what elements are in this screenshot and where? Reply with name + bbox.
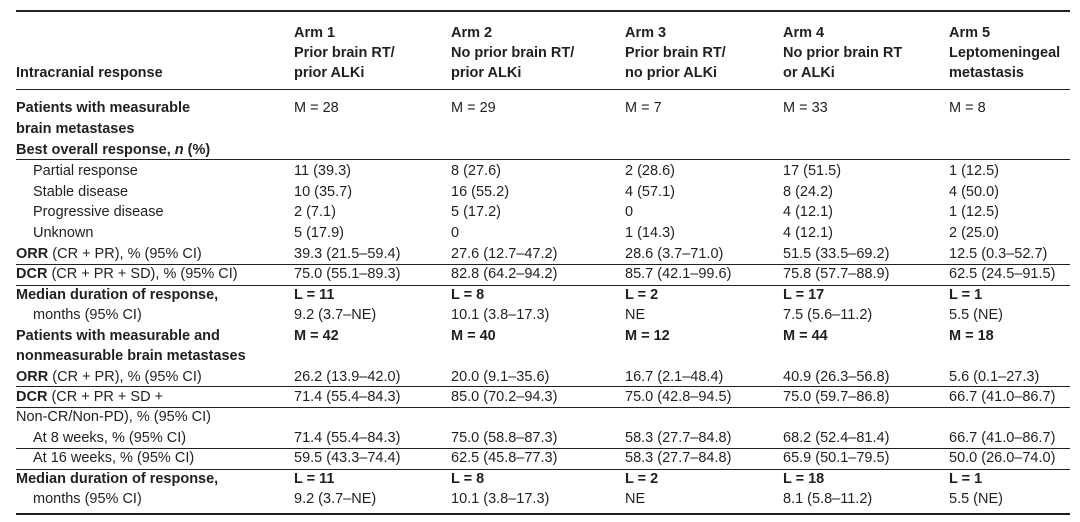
row-label	[16, 140, 210, 160]
table-cell: M = 44	[783, 328, 828, 344]
table-cell: L = 2	[625, 287, 659, 303]
row-label: Progressive disease	[33, 204, 164, 220]
row-label-abbrev: ORR	[16, 246, 49, 262]
table-cell: 5.5 (NE)	[949, 307, 1003, 323]
table-cell: 10.1 (3.8–17.3)	[451, 307, 550, 323]
table-cell: M = 28	[294, 100, 339, 116]
header-arm-line: No prior brain RT	[783, 45, 903, 61]
row-label: At 16 weeks, % (95% CI)	[33, 450, 195, 466]
table-cell: 66.7 (41.0–86.7)	[949, 430, 1056, 446]
row-label: months (95% CI)	[33, 491, 142, 507]
row-label	[16, 244, 202, 264]
header-arm-line: or ALKi	[783, 65, 835, 81]
table-cell: L = 8	[451, 287, 485, 303]
table-cell: 28.6 (3.7–71.0)	[625, 246, 724, 262]
header-arm-line: Leptomeningeal	[949, 45, 1061, 61]
row-label: Partial response	[33, 163, 138, 179]
row-label-n: n	[174, 142, 184, 158]
table-cell: 75.0 (42.8–94.5)	[625, 389, 732, 405]
row-label-text: (CR + PR + SD), % (95% CI)	[47, 266, 238, 282]
table-cell: 0	[625, 204, 634, 220]
table-cell: L = 11	[294, 287, 335, 303]
row-label: months (95% CI)	[33, 307, 142, 323]
header-arm-3	[625, 23, 726, 83]
table-cell: 58.3 (27.7–84.8)	[625, 450, 732, 466]
row-label: At 8 weeks, % (95% CI)	[33, 430, 187, 446]
row-label-abbrev: DCR	[16, 389, 48, 405]
header-arm-line: no prior ALKi	[625, 65, 718, 81]
table-cell: L = 1	[949, 471, 983, 487]
table-cell: 2 (28.6)	[625, 163, 675, 179]
table-cell: 27.6 (12.7–47.2)	[451, 246, 558, 262]
table-cell: 16 (55.2)	[451, 184, 510, 200]
table-cell: 68.2 (52.4–81.4)	[783, 430, 890, 446]
header-arm-line: prior ALKi	[294, 65, 365, 81]
table-cell: NE	[625, 491, 646, 507]
table-cell: M = 29	[451, 100, 496, 116]
row-label	[16, 264, 238, 284]
table-cell: M = 12	[625, 328, 670, 344]
header-arm-line: Prior brain RT/	[294, 45, 395, 61]
header-arm-line: metastasis	[949, 65, 1024, 81]
row-label: Patients with measurable	[16, 100, 191, 116]
row-label: Median duration of response,	[16, 287, 219, 303]
table-cell: M = 33	[783, 100, 828, 116]
header-arm-line: Arm 2	[451, 25, 493, 41]
table-cell: NE	[625, 307, 646, 323]
table-cell: 8 (27.6)	[451, 163, 501, 179]
table-cell: 16.7 (2.1–48.4)	[625, 369, 724, 385]
table-cell: 2 (7.1)	[294, 204, 336, 220]
table-cell: L = 18	[783, 471, 825, 487]
table-cell: 85.0 (70.2–94.3)	[451, 389, 558, 405]
table-cell: 5 (17.9)	[294, 225, 344, 241]
table-cell: L = 11	[294, 471, 335, 487]
table-cell: 4 (12.1)	[783, 225, 833, 241]
row-label: Non-CR/Non-PD), % (95% CI)	[16, 409, 211, 425]
table-cell: 40.9 (26.3–56.8)	[783, 369, 890, 385]
table-cell: 7.5 (5.6–11.2)	[783, 307, 873, 323]
response-table	[16, 10, 1070, 515]
row-label-text: (CR + PR), % (95% CI)	[48, 246, 202, 262]
table-cell: 51.5 (33.5–69.2)	[783, 246, 890, 262]
row-label: Stable disease	[33, 184, 129, 200]
row-label: brain metastases	[16, 121, 135, 137]
table-cell: 4 (12.1)	[783, 204, 833, 220]
row-label: Unknown	[33, 225, 94, 241]
table-cell: M = 42	[294, 328, 339, 344]
row-label	[16, 387, 163, 407]
bottom-rule	[16, 513, 1070, 515]
row-label-abbrev: ORR	[16, 369, 49, 385]
table-cell: 8.1 (5.8–11.2)	[783, 491, 873, 507]
table-cell: 75.0 (58.8–87.3)	[451, 430, 558, 446]
table-cell: 75.0 (55.1–89.3)	[294, 266, 401, 282]
table-cell: L = 2	[625, 471, 659, 487]
table-cell: 50.0 (26.0–74.0)	[949, 450, 1056, 466]
table-cell: 75.0 (59.7–86.8)	[783, 389, 890, 405]
row-label-text: (CR + PR + SD +	[47, 389, 164, 405]
table-cell: 8 (24.2)	[783, 184, 833, 200]
header-arm-1	[294, 23, 395, 83]
header-arm-line: No prior brain RT/	[451, 45, 575, 61]
table-cell: 1 (12.5)	[949, 204, 999, 220]
table-cell: 5 (17.2)	[451, 204, 501, 220]
table-cell: 9.2 (3.7–NE)	[294, 307, 377, 323]
row-label: Median duration of response,	[16, 471, 219, 487]
header-arm-line: Prior brain RT/	[625, 45, 726, 61]
table-cell: L = 8	[451, 471, 485, 487]
table-cell: 4 (50.0)	[949, 184, 999, 200]
row-label-text: Best overall response,	[16, 142, 175, 158]
table-cell: M = 8	[949, 100, 986, 116]
table-cell: 1 (14.3)	[625, 225, 675, 241]
table-cell: 71.4 (55.4–84.3)	[294, 389, 401, 405]
row-label-text: (%)	[183, 142, 211, 158]
table-cell: M = 7	[625, 100, 662, 116]
table-cell: 85.7 (42.1–99.6)	[625, 266, 732, 282]
row-label-text: (CR + PR), % (95% CI)	[48, 369, 202, 385]
header-arm-line: Arm 1	[294, 25, 336, 41]
row-label: Patients with measurable and	[16, 328, 220, 344]
table-cell: 20.0 (9.1–35.6)	[451, 369, 550, 385]
header-arm-line: prior ALKi	[451, 65, 522, 81]
table-cell: 5.5 (NE)	[949, 491, 1003, 507]
table-cell: 62.5 (24.5–91.5)	[949, 266, 1056, 282]
table-cell: 11 (39.3)	[294, 163, 351, 179]
table-cell: 9.2 (3.7–NE)	[294, 491, 377, 507]
table-cell: 65.9 (50.1–79.5)	[783, 450, 890, 466]
table-cell: 75.8 (57.7–88.9)	[783, 266, 890, 282]
table-cell: 71.4 (55.4–84.3)	[294, 430, 401, 446]
table-cell: 58.3 (27.7–84.8)	[625, 430, 732, 446]
table-cell: 2 (25.0)	[949, 225, 999, 241]
row-label-abbrev: DCR	[16, 266, 48, 282]
row-label	[16, 367, 202, 387]
table-cell: 12.5 (0.3–52.7)	[949, 246, 1048, 262]
header-arm-5	[949, 23, 1060, 83]
table-cell: M = 18	[949, 328, 994, 344]
table-cell: 1 (12.5)	[949, 163, 999, 179]
header-arm-line: Arm 5	[949, 25, 991, 41]
table-cell: 10.1 (3.8–17.3)	[451, 491, 550, 507]
table-cell: 66.7 (41.0–86.7)	[949, 389, 1056, 405]
table-cell: 82.8 (64.2–94.2)	[451, 266, 558, 282]
header-rule	[16, 89, 1070, 90]
table-cell: 59.5 (43.3–74.4)	[294, 450, 401, 466]
table-cell: 0	[451, 225, 460, 241]
header-arm-2	[451, 23, 574, 83]
header-arm-4	[783, 23, 902, 83]
table-cell: 4 (57.1)	[625, 184, 675, 200]
table-cell: L = 1	[949, 287, 983, 303]
table-cell: 62.5 (45.8–77.3)	[451, 450, 558, 466]
table-cell: 26.2 (13.9–42.0)	[294, 369, 401, 385]
header-arm-line: Arm 4	[783, 25, 825, 41]
table-cell: 5.6 (0.1–27.3)	[949, 369, 1040, 385]
table-cell: M = 40	[451, 328, 496, 344]
table-cell: 10 (35.7)	[294, 184, 353, 200]
top-rule	[16, 10, 1070, 12]
header-arm-line: Arm 3	[625, 25, 667, 41]
table-cell: 39.3 (21.5–59.4)	[294, 246, 401, 262]
header-label: Intracranial response	[16, 65, 163, 81]
row-label: nonmeasurable brain metastases	[16, 348, 246, 364]
table-cell: 17 (51.5)	[783, 163, 842, 179]
table-cell: L = 17	[783, 287, 825, 303]
